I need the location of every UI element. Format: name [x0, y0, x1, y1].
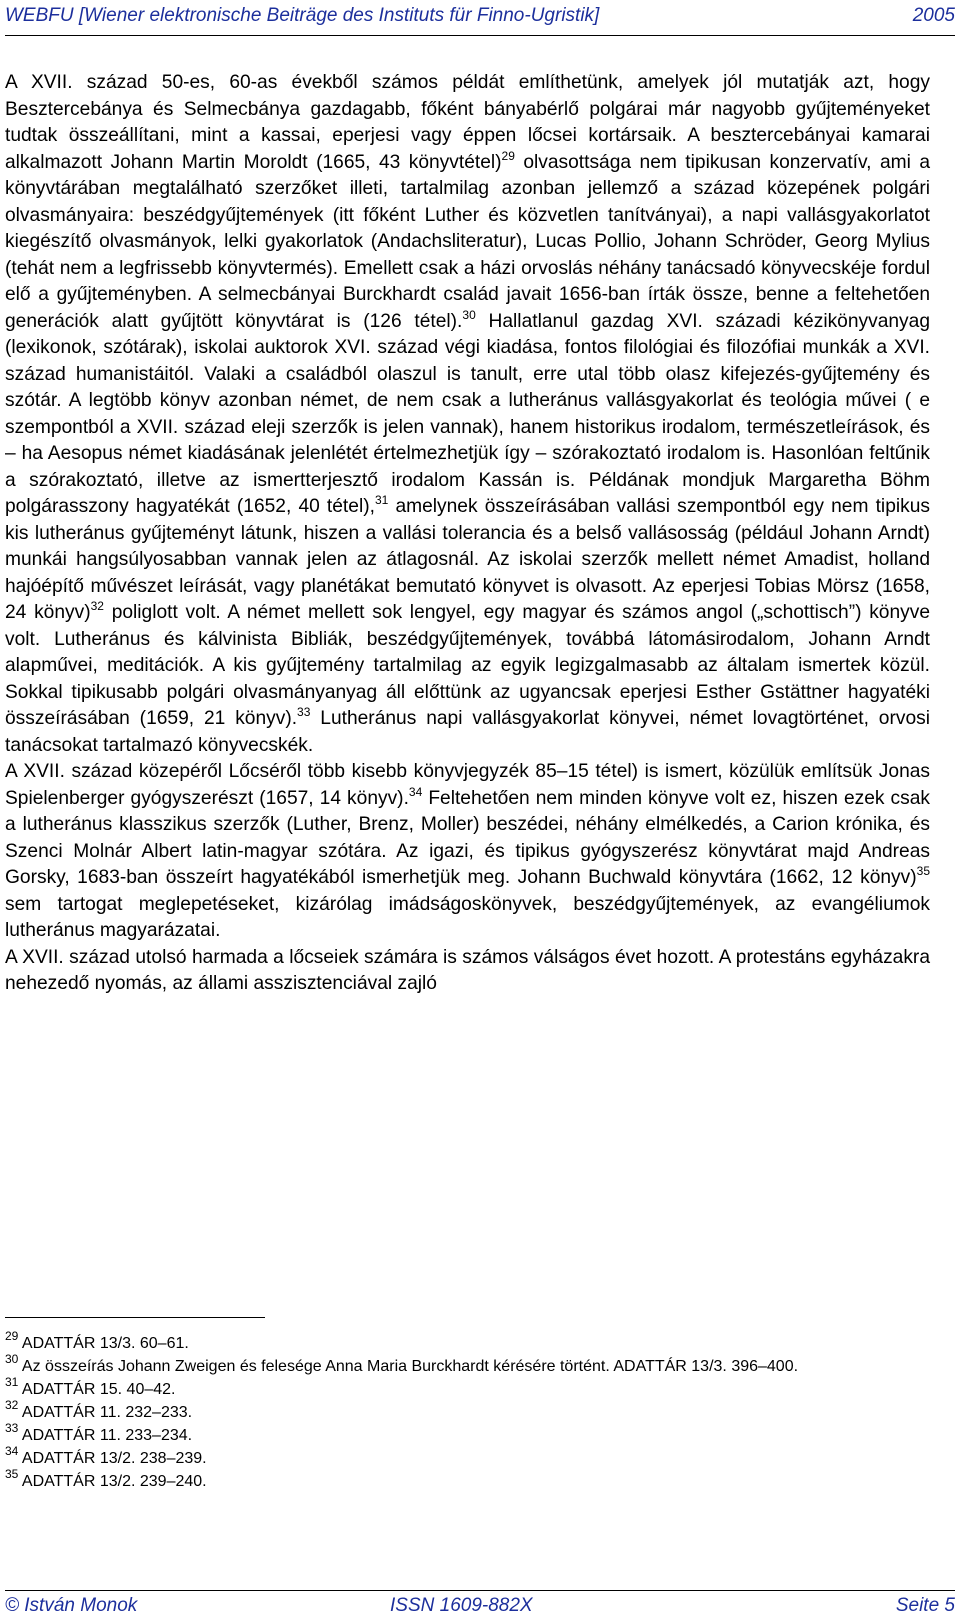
- footnote-number: 33: [5, 1421, 19, 1435]
- footnote-text: Az összeírás Johann Zweigen és felesége Anna Maria Burckhardt kérésére történt. ADATTÁR 13/3. 396–400.: [21, 1358, 799, 1375]
- footnote-text: ADATTÁR 11. 232–233.: [21, 1404, 193, 1421]
- footnote-text: ADATTÁR 13/2. 239–240.: [21, 1473, 207, 1490]
- footnote-ref-30[interactable]: 30: [462, 307, 476, 322]
- footnote-29: [5, 1329, 930, 1355]
- text-segment: olvasottsága nem tipikusan konzervatív, ami a könyvtárában megtalálható szerzőket illeti, tartalmilag azonban jellemző a század közepének polgári olvasmányaira: beszédgyűjtemények (itt főként Luther és közvetlen tanítványai), a napi vallásgyakorlatot kiegészítő olvasmányok, lelki gyakorlatok (Andachsliteratur), Lucas Pollio, Johann Schröder, Georg Mylius (tehát nem a legfrissebb könyvtermés). Emellett csak a házi orvoslás néhány tanácsadó könyvecskéje fordul elő a gyűjteményben. A selmecbányai Burckhardt család javait 1656-ban írták össze, benne a feltehetően generációk alatt gyűjtött könyvtárat is (126 tétel).: [5, 151, 930, 332]
- text-segment: A XVII. század közepéről Lőcséről több kisebb könyvjegyzék 85–15 tétel) is ismert, közülük említsük Jonas Spielenberger gyógyszerészt (1657, 14 könyv).: [5, 761, 930, 809]
- text-segment: A XVII. század 50-es, 60-as évekből számos példát említhetünk, amelyek jól mutatják azt, hogy Besztercebánya és Selmecbánya gazdagabb, főként bányabérlő polgárai már nagyobb gyűjteményeket tudtak összeállítani, mint a kassai, eperjesi vagy éppen lőcsei kortársaik. A besztercebányai kamarai alkalmazott Johann Martin Moroldt (1665, 43 könyvtétel): [5, 72, 930, 173]
- page-number: Seite 5: [895, 1595, 955, 1616]
- footnote-separator: [5, 1317, 265, 1318]
- footnotes: [5, 1329, 930, 1493]
- text-segment: amelynek összeírásában vallási szempontból egy nem tipikus kis lutheránus gyűjteményt látunk, hiszen a vallási tolerancia és a belső vallásosság (például Johann Arndt) munkái hangsúlyosabban vannak jelen az átlagosnál. Az iskolai szerzők mellett német Amadist, holland hajóépítő művészet leírását, vagy planétákat bemutató könyvet is olvasott. Az eperjesi Tobias Mörsz (1658, 24 könyv): [5, 496, 930, 623]
- footnote-text: ADATTÁR 11. 233–234.: [21, 1427, 193, 1444]
- text-segment: sem tartogat meglepetéseket, kizárólag imádságoskönyvek, beszédgyűjtemények, az evangéliumok lutheránus magyarázatai.: [5, 893, 930, 941]
- footnote-ref-31[interactable]: 31: [374, 493, 389, 507]
- footnote-ref-35[interactable]: 35: [916, 864, 930, 878]
- footnote-number: 31: [5, 1375, 19, 1389]
- footnote-30: [5, 1352, 930, 1378]
- footnote-number: 29: [5, 1329, 19, 1343]
- footnote-text: ADATTÁR 13/3. 60–61.: [21, 1335, 189, 1352]
- journal-title: WEBFU [Wiener elektronische Beiträge des Instituts für Finno-Ugristik]: [5, 5, 600, 26]
- footnote-34: [5, 1444, 930, 1470]
- footnote-ref-32[interactable]: 32: [90, 599, 104, 613]
- footnote-ref-34[interactable]: 34: [408, 784, 423, 799]
- copyright-author: © István Monok: [5, 1595, 138, 1616]
- paragraph-3: A XVII. század utolsó harmada a lőcseiek számára is számos válságos évet hozott. A protestáns egyházakra nehezedő nyomás, az állami asszisztenciával zajló: [5, 946, 930, 994]
- footnote-number: 34: [5, 1444, 19, 1458]
- text-segment: poliglott volt. A német mellett sok lengyel, egy magyar és számos angol („schottisch”) könyve volt. Lutheránus és kálvinista Bibliák, beszédgyűjtemények, továbbá látomásirodalom, Johann Arndt alapművei, meditációk. A kis gyűjtemény tartalmilag az egyik legizgalmasabb az általam ismertek közül. Sokkal tipikusabb polgári olvasmányanyag áll előttünk az ugyancsak eperjesi Esther Gstättner hagyatéki összeírásában (1659, 21 könyv).: [5, 602, 930, 729]
- footnote-text: ADATTÁR 13/2. 238–239.: [21, 1450, 207, 1467]
- footnote-ref-29[interactable]: 29: [501, 148, 515, 163]
- main-text: [5, 70, 930, 998]
- footnote-32: [5, 1398, 930, 1424]
- text-segment: Lutheránus napi vallásgyakorlat könyvei, német lovagtörténet, orvosi tanácsokat tartalmazó könyvecskék.: [5, 708, 930, 756]
- footnote-33: [5, 1421, 930, 1447]
- page-header: [5, 5, 955, 36]
- page-footer: [5, 1590, 955, 1617]
- paragraph-2: [5, 759, 930, 945]
- footnote-number: 30: [5, 1352, 19, 1366]
- footnote-number: 35: [5, 1467, 19, 1481]
- paragraph-1: [5, 70, 930, 759]
- footnote-ref-33[interactable]: 33: [297, 705, 311, 719]
- footnote-31: [5, 1375, 930, 1401]
- footnote-35: [5, 1467, 930, 1493]
- text-segment: Hallatlanul gazdag XVI. századi kézikönyvanyag (lexikonok, szótárak), iskolai auktorok XVI. század végi kiadása, fontos filológiai és filozófiai munkák a XVI. század humanistáitól. Valaki a családból olaszul is tanult, erre utal több olasz kifejezés-gyűjtemény és szótár. A legtöbb könyv azonban német, de nem csak a lutheránus vallásgyakorlat és teológia művei ( e szempontból a XVII. század eleji szerzők is jelen vannak), hanem historikus irodalom, természetleírások, és – ha Aesopus német kiadásának jelenlétét értelmezhetjük így – szórakoztató irodalom is. Hasonlóan feltűnik a szórakoztató, illetve az ismertterjesztő irodalom Kassán is. Példának mondjuk Margaretha Böhm polgárasszony hagyatékát (1652, 40 tétel),: [5, 310, 930, 517]
- footnote-text: ADATTÁR 15. 40–42.: [21, 1381, 176, 1398]
- issn: ISSN 1609-882X: [390, 1595, 533, 1616]
- publication-year: 2005: [912, 5, 955, 26]
- footnote-number: 32: [5, 1398, 19, 1412]
- text-segment: Feltehetően nem minden könyve volt ez, hiszen ezek csak a lutheránus klasszikus szerzők (Luther, Brenz, Moller) beszédei, néhány elmélkedés, a Carion krónika, és Szenci Molnár Albert latin-magyar szótára. Az igazi, és tipikus gyógyszerész könyvtárat majd Andreas Gorsky, 1683-ban összeírt hagyatékából ismerhetjük meg. Johann Buchwald könyvtára (1662, 12 könyv): [5, 787, 930, 888]
